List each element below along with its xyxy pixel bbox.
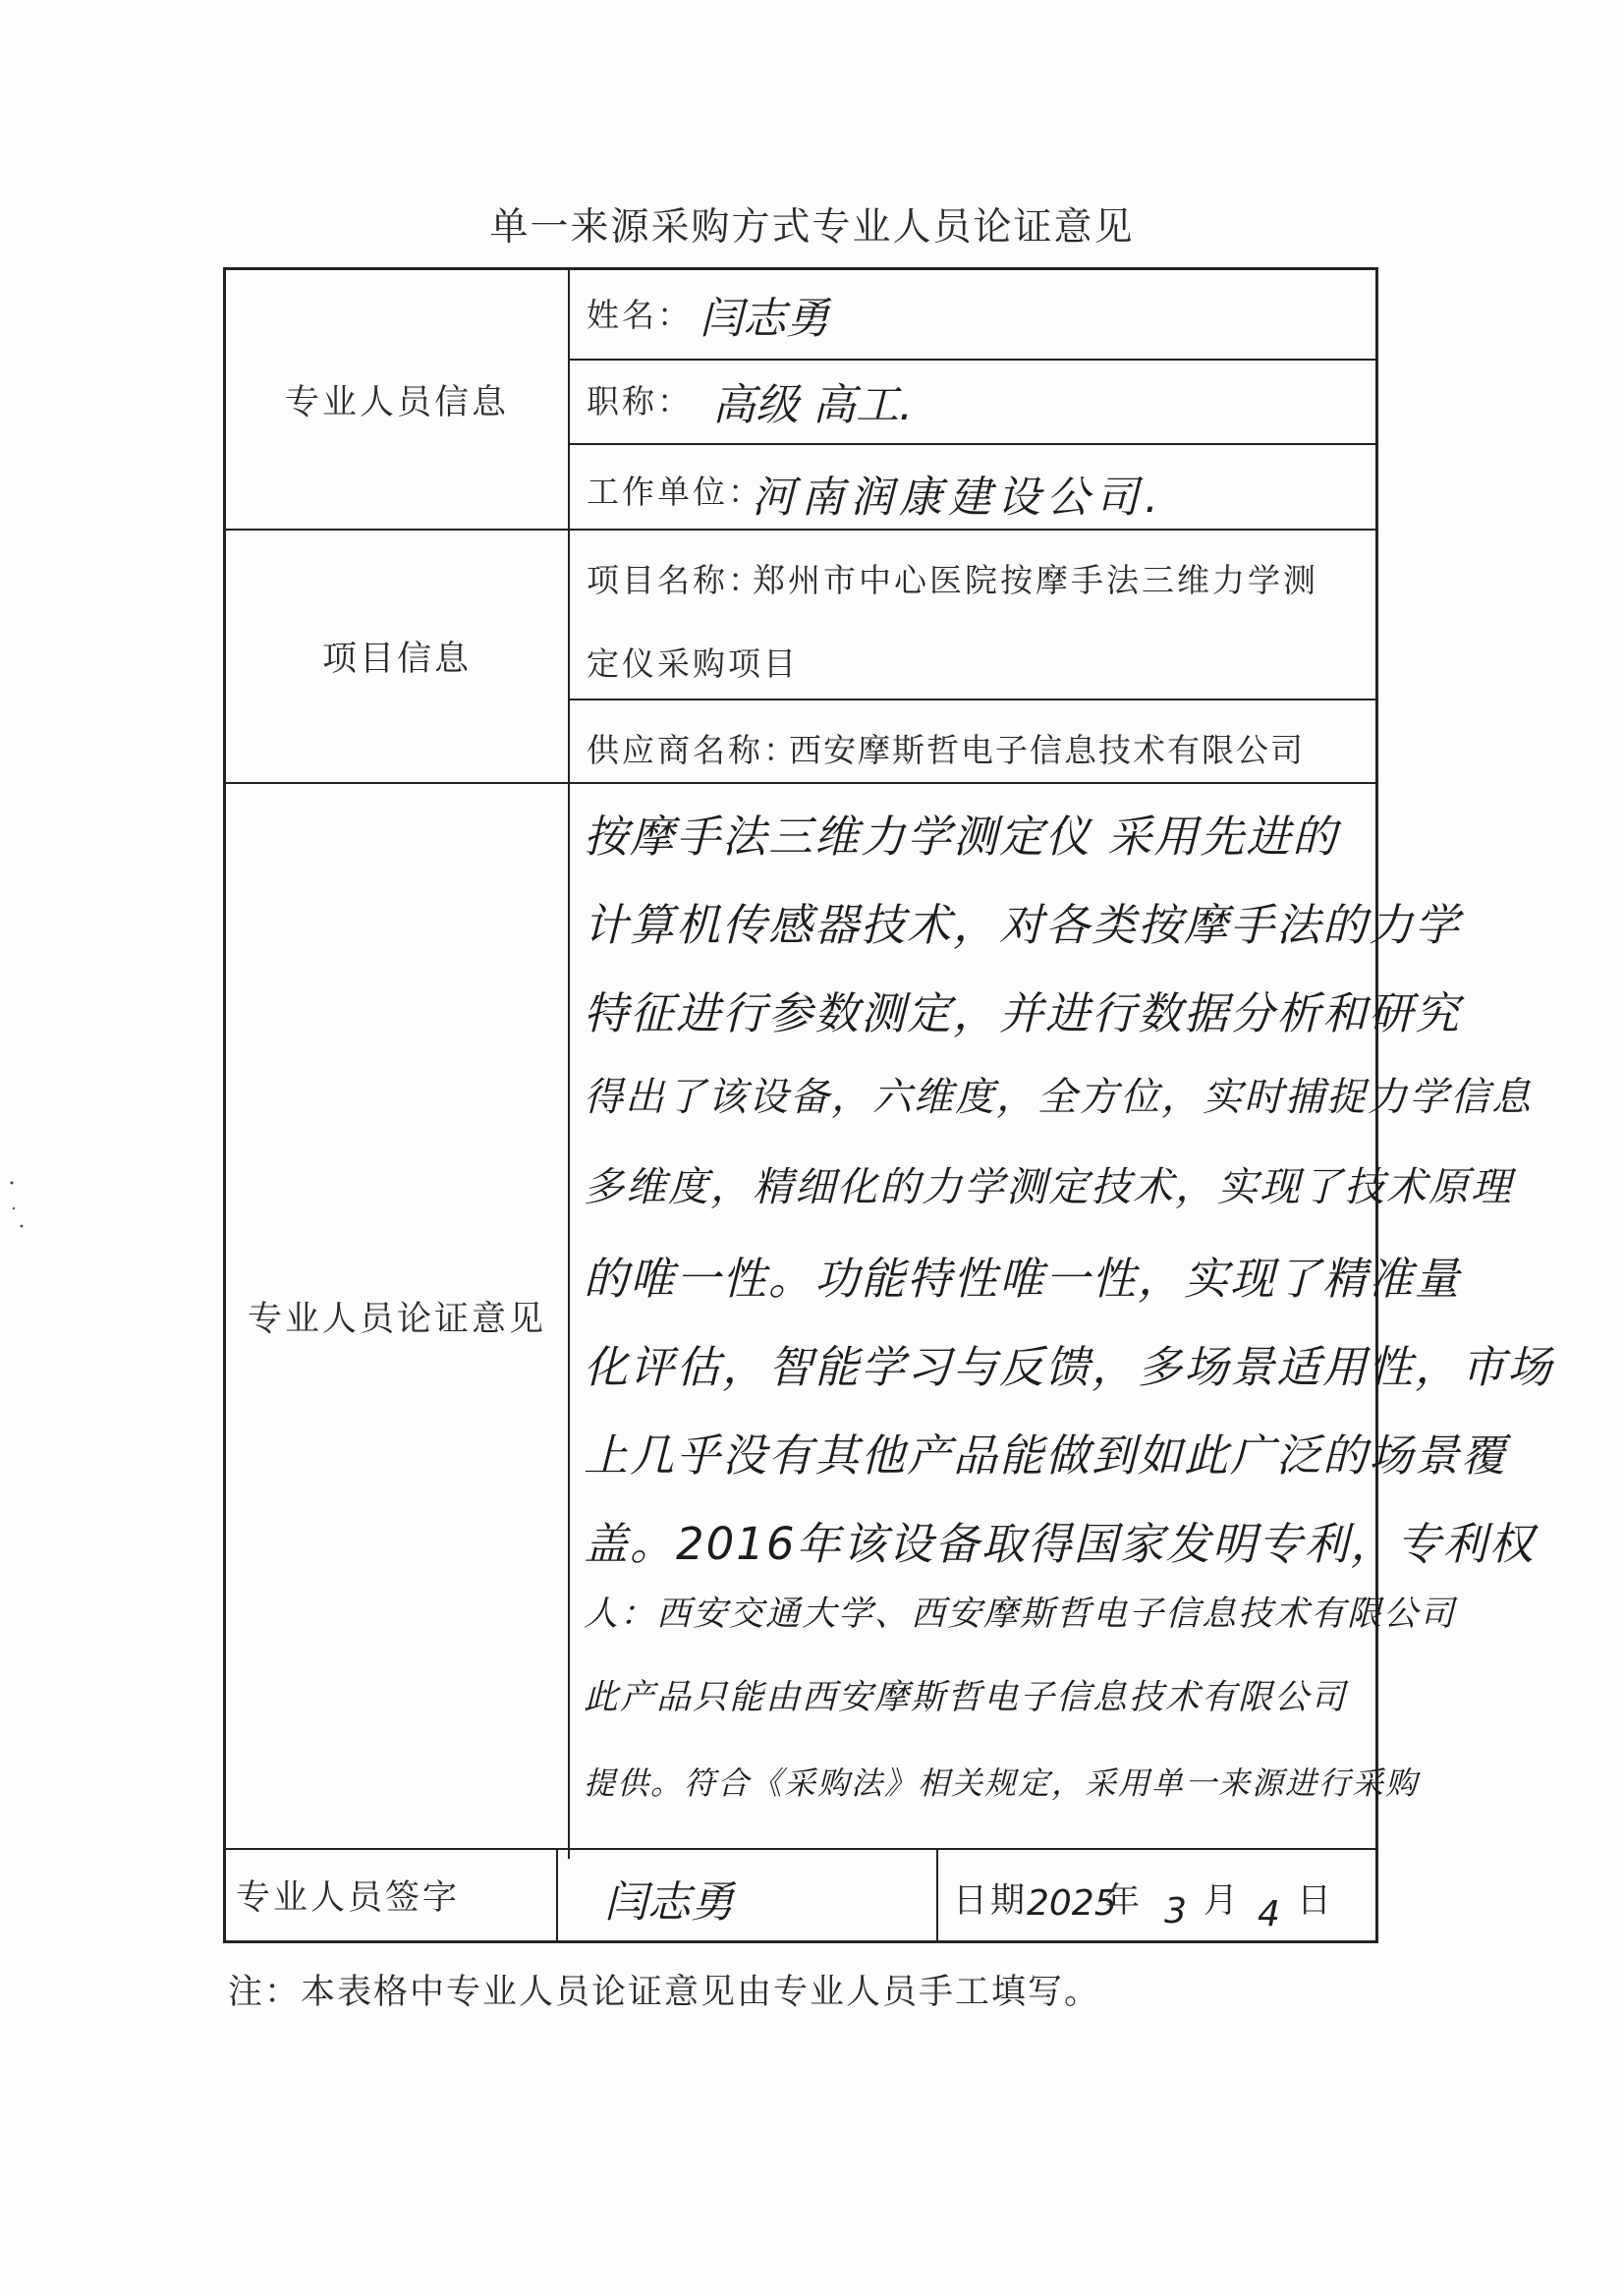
opinion-line: 此产品只能由西安摩斯哲电子信息技术有限公司	[584, 1678, 1348, 1717]
date-year-unit: 年	[1105, 1881, 1144, 1921]
date-month-unit: 月	[1204, 1881, 1242, 1921]
title-value: 高级 高工.	[712, 380, 913, 430]
supplier-label: 供应商名称：	[587, 731, 799, 769]
scan-specks	[8, 1179, 28, 1238]
unit-value: 河南润康建设公司.	[752, 473, 1164, 523]
opinion-line: 上几乎没有其他产品能做到如此广泛的场景覆	[584, 1429, 1508, 1482]
unit-label: 工作单位：	[587, 473, 763, 511]
name-value: 闫志勇	[700, 294, 829, 344]
opinion-line: 多维度，精细化的力学测定技术，实现了技术原理	[584, 1163, 1513, 1210]
date-label: 日期	[953, 1881, 1029, 1921]
footnote: 注：本表格中专业人员论证意见由专业人员手工填写。	[228, 1973, 1101, 2012]
date-day-unit: 日	[1297, 1881, 1335, 1921]
supplier-value: 西安摩斯哲电子信息技术有限公司	[789, 731, 1305, 769]
opinion-line: 人：西安交通大学、西安摩斯哲电子信息技术有限公司	[584, 1595, 1457, 1634]
opinion-line: 计算机传感器技术，对各类按摩手法的力学	[584, 899, 1462, 951]
opinion-label: 专业人员论证意见	[247, 1299, 546, 1339]
project-name-label: 项目名称：	[587, 561, 763, 599]
personnel-info-label: 专业人员信息	[284, 382, 509, 422]
project-name-line1: 郑州市中心医院按摩手法三维力学测	[753, 561, 1318, 599]
date-day: 4	[1258, 1894, 1280, 1934]
document-title: 单一来源采购方式专业人员论证意见	[489, 205, 1135, 250]
opinion-line: 化评估，智能学习与反馈，多场景适用性，市场	[584, 1341, 1554, 1393]
project-name-line2: 定仪采购项目	[587, 644, 799, 683]
project-info-label: 项目信息	[321, 640, 472, 679]
opinion-line: 提供。符合《采购法》相关规定，采用单一来源进行采购	[584, 1764, 1420, 1802]
opinion-line: 按摩手法三维力学测定仪 采用先进的	[584, 811, 1339, 863]
title-label: 职称：	[587, 382, 693, 420]
signature-label: 专业人员签字	[236, 1878, 461, 1918]
signer-signature: 闫志勇	[604, 1877, 734, 1928]
name-label: 姓名：	[587, 296, 693, 334]
opinion-line: 得出了该设备，六维度，全方位，实时捕捉力学信息	[584, 1075, 1533, 1120]
opinion-line: 盖。2016年该设备取得国家发明专利，专利权	[584, 1518, 1536, 1570]
date-month: 3	[1164, 1891, 1187, 1931]
opinion-line: 的唯一性。功能特性唯一性，实现了精准量	[584, 1253, 1462, 1305]
opinion-line: 特征进行参数测定，并进行数据分析和研究	[584, 987, 1462, 1039]
date-year: 2025	[1027, 1883, 1117, 1924]
